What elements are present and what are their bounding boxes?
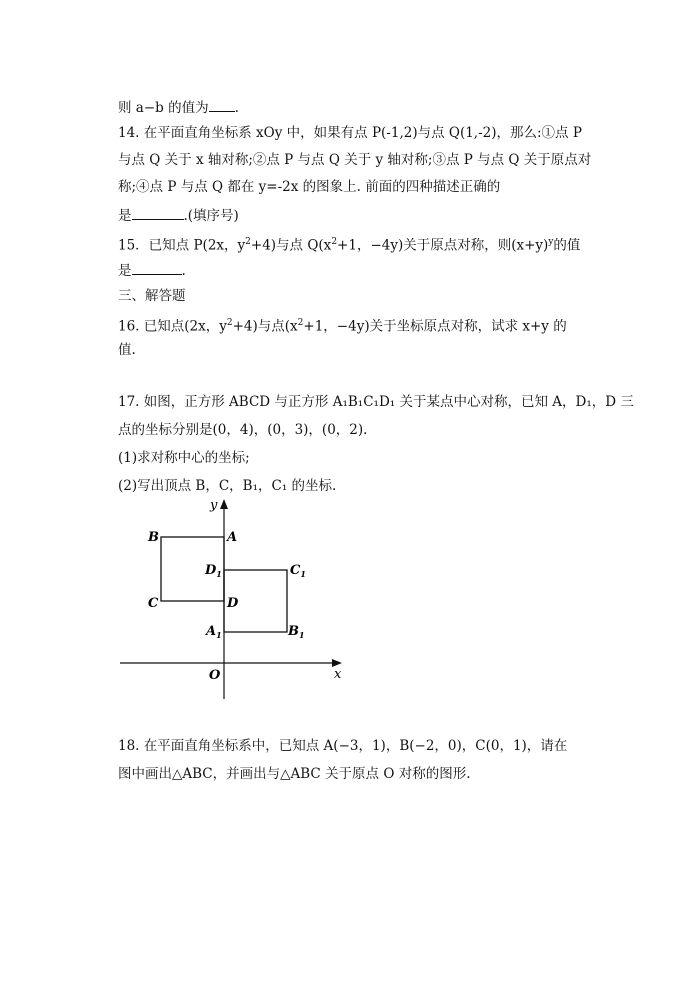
label-d: D	[227, 596, 239, 611]
y-axis-arrow	[220, 499, 228, 509]
question-16-line1: 16. 已知点(2x，$y^2+4$)与点($x^2+1$，−4y)关于坐标原点对称，试求 x+y 的	[118, 318, 567, 335]
label-b: B	[148, 530, 159, 545]
section-heading: 三、解答题	[118, 288, 186, 304]
x-axis-arrow	[332, 659, 342, 667]
question-17-part2: (2)写出顶点 B，C，B₁，C₁ 的坐标.	[118, 478, 337, 494]
line-q13-tail	[118, 97, 239, 117]
question-14-line1: 14. 在平面直角坐标系 xOy 中，如果有点 P(-1,2)与点 Q(1,-2)，那么:①点 P	[118, 125, 582, 141]
question-17-part1: (1)求对称中心的坐标;	[118, 450, 250, 466]
question-16-line2: 值.	[118, 342, 136, 358]
question-17-line1: 17. 如图，正方形 ABCD 与正方形 A₁B₁C₁D₁ 关于某点中心对称，已知 A，D₁，D 三	[118, 394, 634, 410]
text: .(填序号)	[183, 208, 239, 224]
origin-label: O	[209, 668, 221, 683]
text: 则 a−b 的值为	[118, 100, 209, 116]
answer-blank	[132, 260, 182, 275]
label-b1: $B_1$	[288, 624, 305, 640]
question-18-line2: 图中画出△ABC，并画出与△ABC 关于原点 O 对称的图形.	[118, 766, 471, 782]
answer-blank	[132, 205, 184, 220]
question-18-line1: 18. 在平面直角坐标系中，已知点 A(−3，1)，B(−2，0)，C(0，1)，请在	[118, 738, 568, 754]
y-axis-label: y	[210, 498, 218, 513]
label-c1: $C_1$	[290, 563, 306, 579]
answer-blank	[209, 97, 235, 112]
text: .	[234, 100, 239, 116]
question-15-line1: 15．已知点 P(2x，$y^2+4$)与点 $Q(x^2+1$，−4y)关于原点对称，则$(x+y)^y$的值	[118, 237, 581, 254]
question-14-line4	[118, 205, 239, 225]
label-a: A	[227, 530, 238, 545]
x-axis-label: x	[334, 667, 342, 682]
question-15-line2: 是 .	[118, 260, 186, 280]
question-14-line2: 与点 Q 关于 x 轴对称;②点 P 与点 Q 关于 y 轴对称;③点 P 与点 Q 关于原点对	[118, 152, 592, 168]
question-17-line2: 点的坐标分别是(0，4)，(0，3)，(0，2).	[118, 422, 368, 438]
square-figure	[110, 493, 360, 708]
text: 是	[118, 208, 132, 224]
label-a1: $A_1$	[206, 624, 222, 640]
label-d1: $D_1$	[205, 563, 222, 579]
label-c: C	[148, 596, 159, 611]
question-14-line3: 称;④点 P 与点 Q 都在 y=-2x 的图象上. 前面的四种描述正确的	[118, 179, 501, 195]
